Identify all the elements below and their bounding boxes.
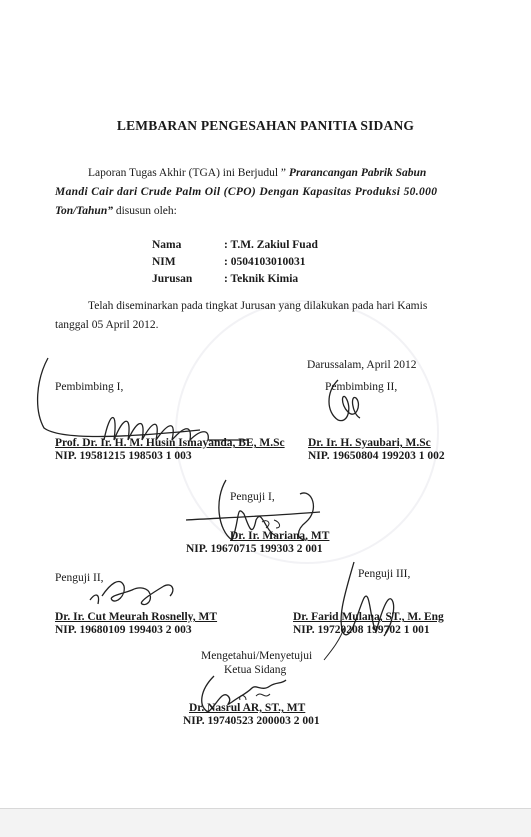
pembimbing2-role: Pembimbing II,	[325, 381, 398, 393]
intro-line-1-text: Laporan Tugas Akhir (TGA) ini Berjudul ”	[88, 167, 289, 179]
pembimbing2-nip: NIP. 19650804 199203 1 002	[308, 450, 445, 462]
student-name-value: : T.M. Zakiul Fuad	[224, 239, 318, 251]
pembimbing2-name: Dr. Ir. H. Syaubari, M.Sc	[308, 437, 431, 449]
penguji1-role: Penguji I,	[230, 491, 275, 503]
penguji3-role: Penguji III,	[358, 568, 411, 580]
penguji2-nip: NIP. 19680109 199403 2 003	[55, 624, 192, 636]
ketua-role-line-2: Ketua Sidang	[224, 664, 287, 676]
intro-line-1-title: Prarancangan Pabrik Sabun	[288, 167, 427, 179]
student-nim-value: : 0504103010031	[224, 256, 306, 268]
page-bottom-strip	[0, 808, 531, 837]
ketua-name: Dr. Nasrul AR, ST., MT	[189, 702, 306, 714]
pembimbing1-nip: NIP. 19581215 198503 1 003	[55, 450, 192, 462]
intro-line-3-title: Ton/Tahun”	[55, 205, 113, 217]
ketua-role-line-1: Mengetahui/Menyetujui	[201, 650, 313, 662]
penguji3-name: Dr. Farid Mulana, ST., M. Eng	[293, 611, 444, 623]
penguji1-name: Dr. Ir. Mariana, MT	[230, 530, 330, 542]
student-dept-value: : Teknik Kimia	[224, 273, 299, 285]
ketua-nip: NIP. 19740523 200003 2 001	[183, 715, 320, 727]
intro-line-3-text: disusun oleh:	[112, 205, 177, 217]
student-name-label: Nama	[152, 239, 182, 251]
pembimbing1-name: Prof. Dr. Ir. H. M. Husin Ismayanda, BE, M.Sc	[55, 437, 285, 449]
seminar-line-1: Telah diseminarkan pada tingkat Jurusan yang dilakukan pada hari Kamis	[88, 300, 428, 312]
place-date: Darussalam, April 2012	[307, 359, 417, 371]
pembimbing1-role: Pembimbing I,	[55, 381, 124, 393]
penguji3-nip: NIP. 19720208 199702 1 001	[293, 624, 430, 636]
document-title: LEMBARAN PENGESAHAN PANITIA SIDANG	[116, 118, 415, 133]
penguji2-role: Penguji II,	[55, 572, 104, 584]
intro-line-2: Mandi Cair dari Crude Palm Oil (CPO) Dengan Kapasitas Produksi 50.000	[55, 186, 438, 198]
student-dept-label: Jurusan	[152, 273, 193, 285]
seminar-line-2: tanggal 05 April 2012.	[55, 319, 159, 331]
penguji2-name: Dr. Ir. Cut Meurah Rosnelly, MT	[55, 611, 218, 623]
penguji1-nip: NIP. 19670715 199303 2 001	[186, 543, 323, 555]
student-nim-label: NIM	[152, 256, 176, 268]
